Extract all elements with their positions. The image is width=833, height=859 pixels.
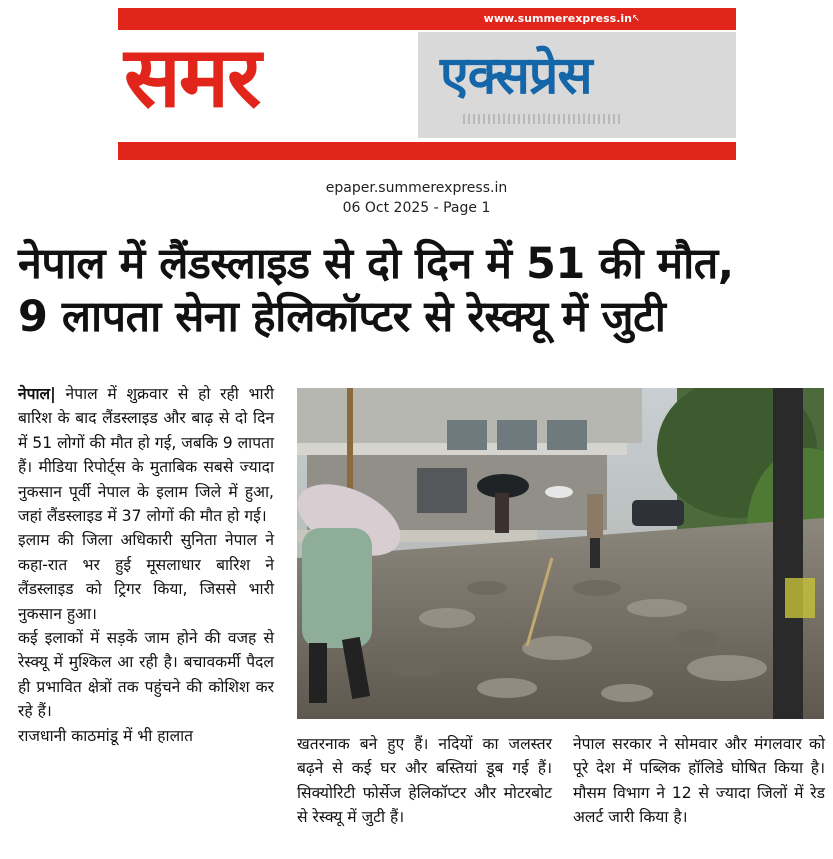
edition-domain: epaper.summerexpress.in <box>325 180 508 196</box>
article-p1-text: नेपाल में शुक्रवार से हो रही भारी बारिश के बाद लैंडस्लाइड और बाढ़ से दो दिन में 51 लोगों की मौत हो गई, जबकि 9 लापता हैं। मीडिया रिपोर्ट्स के मुताबिक सबसे ज्यादा नुकसान पूर्वी नेपाल के इलाम जिले में हुआ, जहां लैंडस्लाइड में 37 लोगों की मौत हो गई। <box>18 385 274 526</box>
article-dateline: नेपाल| <box>18 385 56 403</box>
masthead-title-left: समर <box>124 28 260 126</box>
article-paragraph-4: राजधानी काठमांडू में भी हालात <box>18 726 194 745</box>
article-column-3 <box>573 732 825 830</box>
masthead-title-right: एक्सप्रेस <box>440 46 592 106</box>
landslide-photo-illustration <box>297 388 824 719</box>
article-paragraph-2: इलाम की जिला अधिकारी सुनिता नेपाल ने कहा-रात भर हुई मूसलाधार बारिश ने लैंडस्लाइड को ट्रिगर किया, जिससे भारी नुकसान हुआ। <box>18 531 274 623</box>
article-paragraph-1 <box>18 382 274 528</box>
article-column-1 <box>18 382 274 748</box>
news-photo <box>297 388 824 719</box>
masthead-dot-pattern <box>463 114 623 124</box>
edition-info <box>0 178 833 218</box>
cursor-arrow-icon: ↖ <box>631 13 640 24</box>
article-column-2 <box>297 732 552 830</box>
article-paragraph-6: नेपाल सरकार ने सोमवार और मंगलवार को पूरे देश में पब्लिक हॉलिडे घोषित किया है। मौसम विभाग ने 12 से ज्यादा जिलों में रेड अलर्ट जारी किया है। <box>573 735 825 827</box>
headline <box>18 238 824 344</box>
site-url[interactable]: www.summerexpress.in <box>483 12 632 25</box>
masthead <box>118 8 736 160</box>
edition-date-page: 06 Oct 2025 - Page 1 <box>342 200 491 216</box>
article-paragraph-3: कई इलाकों में सड़कें जाम होने की वजह से रेस्क्यू में मुश्किल आ रही है। बचावकर्मी पैदल ही प्रभावित क्षेत्रों तक पहुंचने की कोशिश कर रहे हैं। <box>18 629 274 721</box>
masthead-bottom-band <box>118 142 736 160</box>
headline-line-2: 9 लापता सेना हेलिकॉप्टर से रेस्क्यू में जुटी <box>18 292 666 342</box>
headline-line-1: नेपाल में लैंडस्लाइड से दो दिन में 51 की मौत, <box>18 239 734 289</box>
article-paragraph-5: खतरनाक बने हुए हैं। नदियों का जलस्तर बढ़ने से कई घर और बस्तियां डूब गई हैं। सिक्योरिटी फोर्सेज हेलिकॉप्टर और मोटरबोट से रेस्क्यू में जुटी हैं। <box>297 735 552 827</box>
